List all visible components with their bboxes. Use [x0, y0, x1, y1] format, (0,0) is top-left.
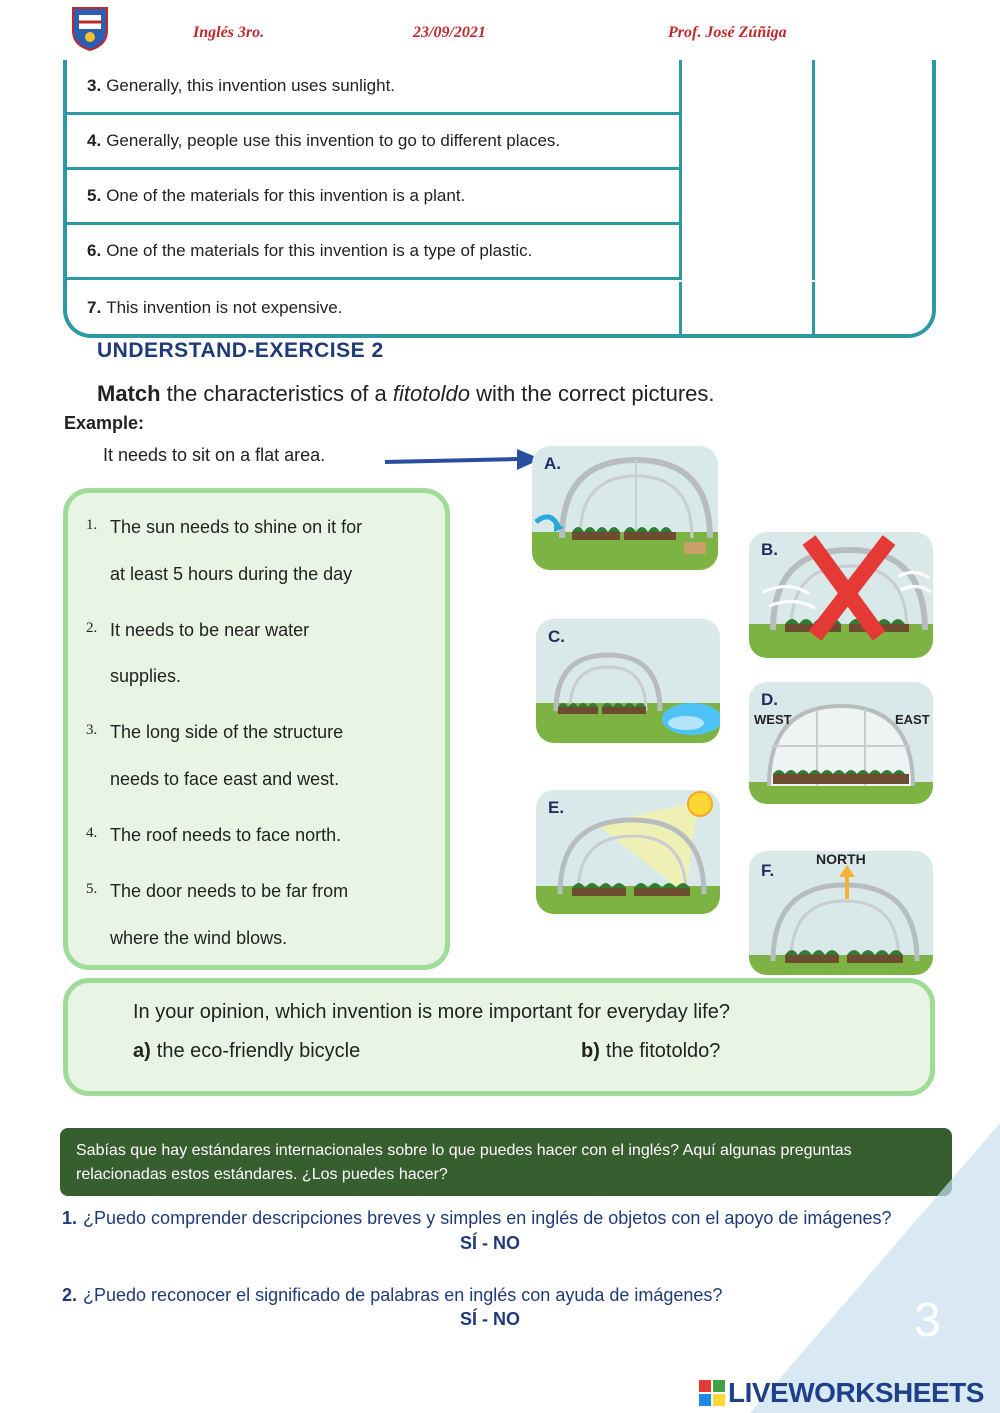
- answer-cell-1[interactable]: [679, 115, 812, 170]
- picture-label: A.: [544, 454, 561, 473]
- exercise-instruction: Match the characteristics of a fitotoldo with the correct pictures.: [97, 381, 715, 406]
- answer-cell-1[interactable]: [679, 170, 812, 225]
- school-crest-icon: [70, 5, 110, 51]
- opinion-box: [63, 978, 935, 1096]
- table-row: [67, 225, 932, 280]
- table-row: [67, 282, 932, 337]
- liveworksheets-icon: [698, 1379, 726, 1407]
- east-caption: EAST: [895, 712, 930, 727]
- greenhouse-north-icon: [749, 851, 933, 975]
- picture-label: E.: [548, 798, 565, 817]
- picture-e[interactable]: [536, 790, 720, 914]
- course-name: Inglés 3ro.: [193, 24, 265, 41]
- standards-banner: Sabías que hay estándares internacionales sobre lo que puedes hacer con el inglés? Aquí algunas preguntas relacionadas estos estándares. ¿Los puedes hacer?: [60, 1128, 952, 1196]
- exercise-title: UNDERSTAND-EXERCISE 2: [97, 339, 384, 362]
- picture-label: C.: [548, 627, 565, 646]
- picture-d[interactable]: [749, 682, 933, 804]
- statement-text: 7. This invention is not expensive.: [87, 298, 343, 317]
- statements-table: [63, 60, 936, 338]
- answer-cell-1[interactable]: [679, 60, 812, 115]
- statement-text: 5. One of the materials for this invention is a plant.: [87, 186, 466, 205]
- table-row: [67, 170, 932, 225]
- answer-cell-1[interactable]: [679, 282, 812, 337]
- picture-b[interactable]: [749, 532, 933, 658]
- answer-cell-2[interactable]: [812, 60, 936, 115]
- example-sentence: It needs to sit on a flat area.: [103, 445, 326, 465]
- picture-a[interactable]: [532, 446, 718, 570]
- yes-no-answer[interactable]: SÍ - NO: [460, 1309, 521, 1329]
- answer-cell-2[interactable]: [812, 282, 936, 337]
- west-caption: WEST: [754, 712, 792, 727]
- picture-c[interactable]: [536, 619, 720, 743]
- teacher-name: Prof. José Zúñiga: [668, 24, 787, 41]
- statement-text: 4. Generally, people use this invention to go to different places.: [87, 131, 561, 150]
- option-b[interactable]: b) the fitotoldo?: [581, 1040, 721, 1062]
- picture-label: F.: [761, 861, 775, 880]
- corner-decoration: [710, 1123, 1000, 1413]
- page-number: 3: [914, 1294, 941, 1347]
- answer-cell-2[interactable]: [812, 225, 936, 280]
- self-assessment-question: 1. ¿Puedo comprender descripciones breves y simples en inglés de objetos con el apoyo de imágenes?: [62, 1208, 892, 1228]
- yes-no-answer[interactable]: SÍ - NO: [460, 1233, 521, 1253]
- picture-f[interactable]: [749, 851, 933, 975]
- self-assessment-question: 2. ¿Puedo reconocer el significado de palabras en inglés con ayuda de imágenes?: [62, 1285, 723, 1305]
- brand-name: LIVEWORKSHEETS: [728, 1377, 984, 1408]
- option-a[interactable]: a) the eco-friendly bicycle: [133, 1040, 361, 1062]
- example-label: Example:: [64, 413, 145, 433]
- statement-text: 6. One of the materials for this invention is a type of plastic.: [87, 241, 533, 260]
- answer-cell-2[interactable]: [812, 170, 936, 225]
- picture-label: D.: [761, 690, 778, 709]
- brand-logo: [698, 1375, 984, 1411]
- arrow-right-icon: [383, 448, 543, 472]
- statement-text: 3. Generally, this invention uses sunlight.: [87, 76, 396, 95]
- picture-label: B.: [761, 540, 778, 559]
- table-row: [67, 115, 932, 170]
- table-row: [67, 60, 932, 115]
- north-caption: NORTH: [816, 851, 866, 867]
- worksheet-date: 23/09/2021: [413, 24, 486, 41]
- answer-cell-2[interactable]: [812, 115, 936, 170]
- characteristics-box: 1. The sun needs to shine on it for at least 5 hours during the day 2. It needs to be near water supplies. 3. The long side of the structure needs to face east and west. 4. The roof needs to face north. 5. The door needs to be far from where the wind blows.: [63, 488, 450, 970]
- opinion-question: In your opinion, which invention is more important for everyday life?: [133, 1001, 730, 1023]
- answer-cell-1[interactable]: [679, 225, 812, 280]
